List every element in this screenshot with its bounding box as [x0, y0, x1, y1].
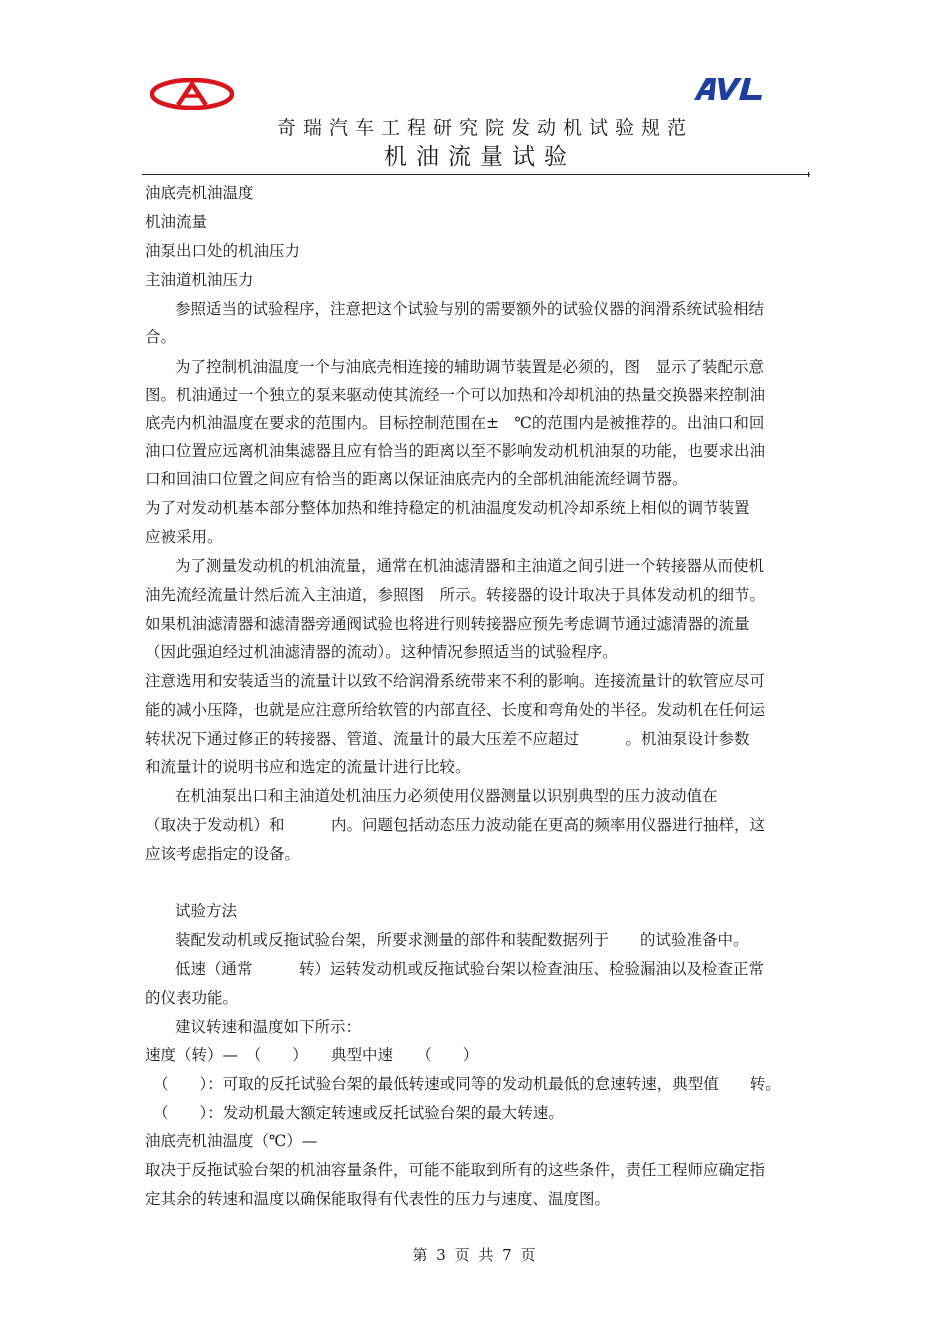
paragraph-line: 底壳内机油温度在要求的范围内。目标控制范围在± ℃的范围内是被推荐的。出油口和回 [145, 414, 765, 432]
paragraph-line: 在机油泵出口和主油道处机油压力必须使用仪器测量以识别典型的压力波动值在 [175, 787, 718, 805]
paragraph-line: （因此强迫经过机油滤清器的流动）。这种情况参照适当的试验程序。 [145, 643, 618, 661]
paragraph-line: 油底壳机油温度（℃）— [145, 1132, 318, 1150]
paragraph-line: 图。机油通过一个独立的泵来驱动使其流经一个可以加热和冷却机油的热量交换器来控制油 [145, 386, 766, 404]
list-item: 油泵出口处的机油压力 [145, 242, 301, 260]
paragraph-line: 应被采用。 [145, 528, 223, 546]
document-title: 机油流量试验 [384, 144, 576, 170]
paragraph-line: 建议转速和温度如下所示： [175, 1018, 362, 1036]
paragraph-line: 为了对发动机基本部分整体加热和维持稳定的机油温度发动机冷却系统上相似的调节装置 [145, 499, 750, 517]
section-heading: 试验方法 [175, 902, 238, 920]
paragraph-line: 的仪表功能。 [145, 989, 239, 1007]
spec-title: 奇瑞汽车工程研究院发动机试验规范 [276, 117, 693, 139]
paragraph-line: 和流量计的说明书应和选定的流量计进行比较。 [145, 758, 471, 776]
paragraph-line: 注意选用和安装适当的流量计以致不给润滑系统带来不利的影响。连接流量计的软管应尽可 [145, 672, 766, 690]
paragraph-line: 油先流经流量计然后流入主油道，参照图 所示。转接器的设计取决于具体发动机的细节。 [145, 586, 766, 604]
paragraph-line: 油口位置应远离机油集滤器且应有恰当的距离以至不影响发动机机油泵的功能，也要求出油 [145, 442, 766, 460]
chery-logo [150, 78, 234, 110]
paragraph-line: （ ）：发动机最大额定转速或反托试验台架的最大转速。 [153, 1104, 564, 1122]
list-item: 主油道机油压力 [145, 271, 254, 289]
list-item: 机油流量 [145, 213, 208, 231]
list-item: 油底壳机油温度 [145, 184, 254, 202]
header-divider [142, 174, 810, 175]
paragraph-line: 合。 [145, 328, 177, 346]
paragraph-line: 口和回油口位置之间应有恰当的距离以保证油底壳内的全部机油能流经调节器。 [145, 470, 688, 488]
paragraph-line: （ ）：可取的反托试验台架的最低转速或同等的发动机最低的怠速转速，典型值 转。 [153, 1075, 781, 1093]
page-number: 第 3 页 共 7 页 [412, 1246, 538, 1264]
paragraph-line: 参照适当的试验程序，注意把这个试验与别的需要额外的试验仪器的润滑系统试验相结 [175, 300, 765, 318]
header-divider-tick [808, 172, 809, 177]
paragraph-line: 如果机油滤清器和滤清器旁通阀试验也将进行则转接器应预先考虑调节通过滤清器的流量 [145, 615, 750, 633]
avl-logo [692, 76, 766, 102]
paragraph-line: 低速（通常 转）运转发动机或反拖试验台架以检查油压、检验漏油以及检查正常 [175, 960, 765, 978]
paragraph-line: 定其余的转速和温度以确保能取得有代表性的压力与速度、温度图。 [145, 1190, 611, 1208]
paragraph-line: 为了控制机油温度一个与油底壳相连接的辅助调节装置是必须的，图 显示了装配示意 [175, 358, 765, 376]
paragraph-line: 转状况下通过修正的转接器、管道、流量计的最大压差不应超过 。机油泵设计参数 [145, 730, 750, 748]
paragraph-line: 取决于反拖试验台架的机油容量条件，可能不能取到所有的这些条件，责任工程师应确定指 [145, 1161, 766, 1179]
paragraph-line: 为了测量发动机的机油流量，通常在机油滤清器和主油道之间引进一个转接器从而使机 [175, 557, 765, 575]
paragraph-line: 装配发动机或反拖试验台架，所要求测量的部件和装配数据列于 的试验准备中。 [175, 931, 749, 949]
paragraph-line: 速度（转）— （ ） 典型中速 （ ） [145, 1046, 479, 1064]
paragraph-line: 能的减小压降，也就是应注意所给软管的内部直径、长度和弯角处的半径。发动机在任何运 [145, 701, 766, 719]
paragraph-line: 应该考虑指定的设备。 [145, 845, 301, 863]
paragraph-line: （取决于发动机）和 内。问题包括动态压力波动能在更高的频率用仪器进行抽样，这 [145, 816, 766, 834]
